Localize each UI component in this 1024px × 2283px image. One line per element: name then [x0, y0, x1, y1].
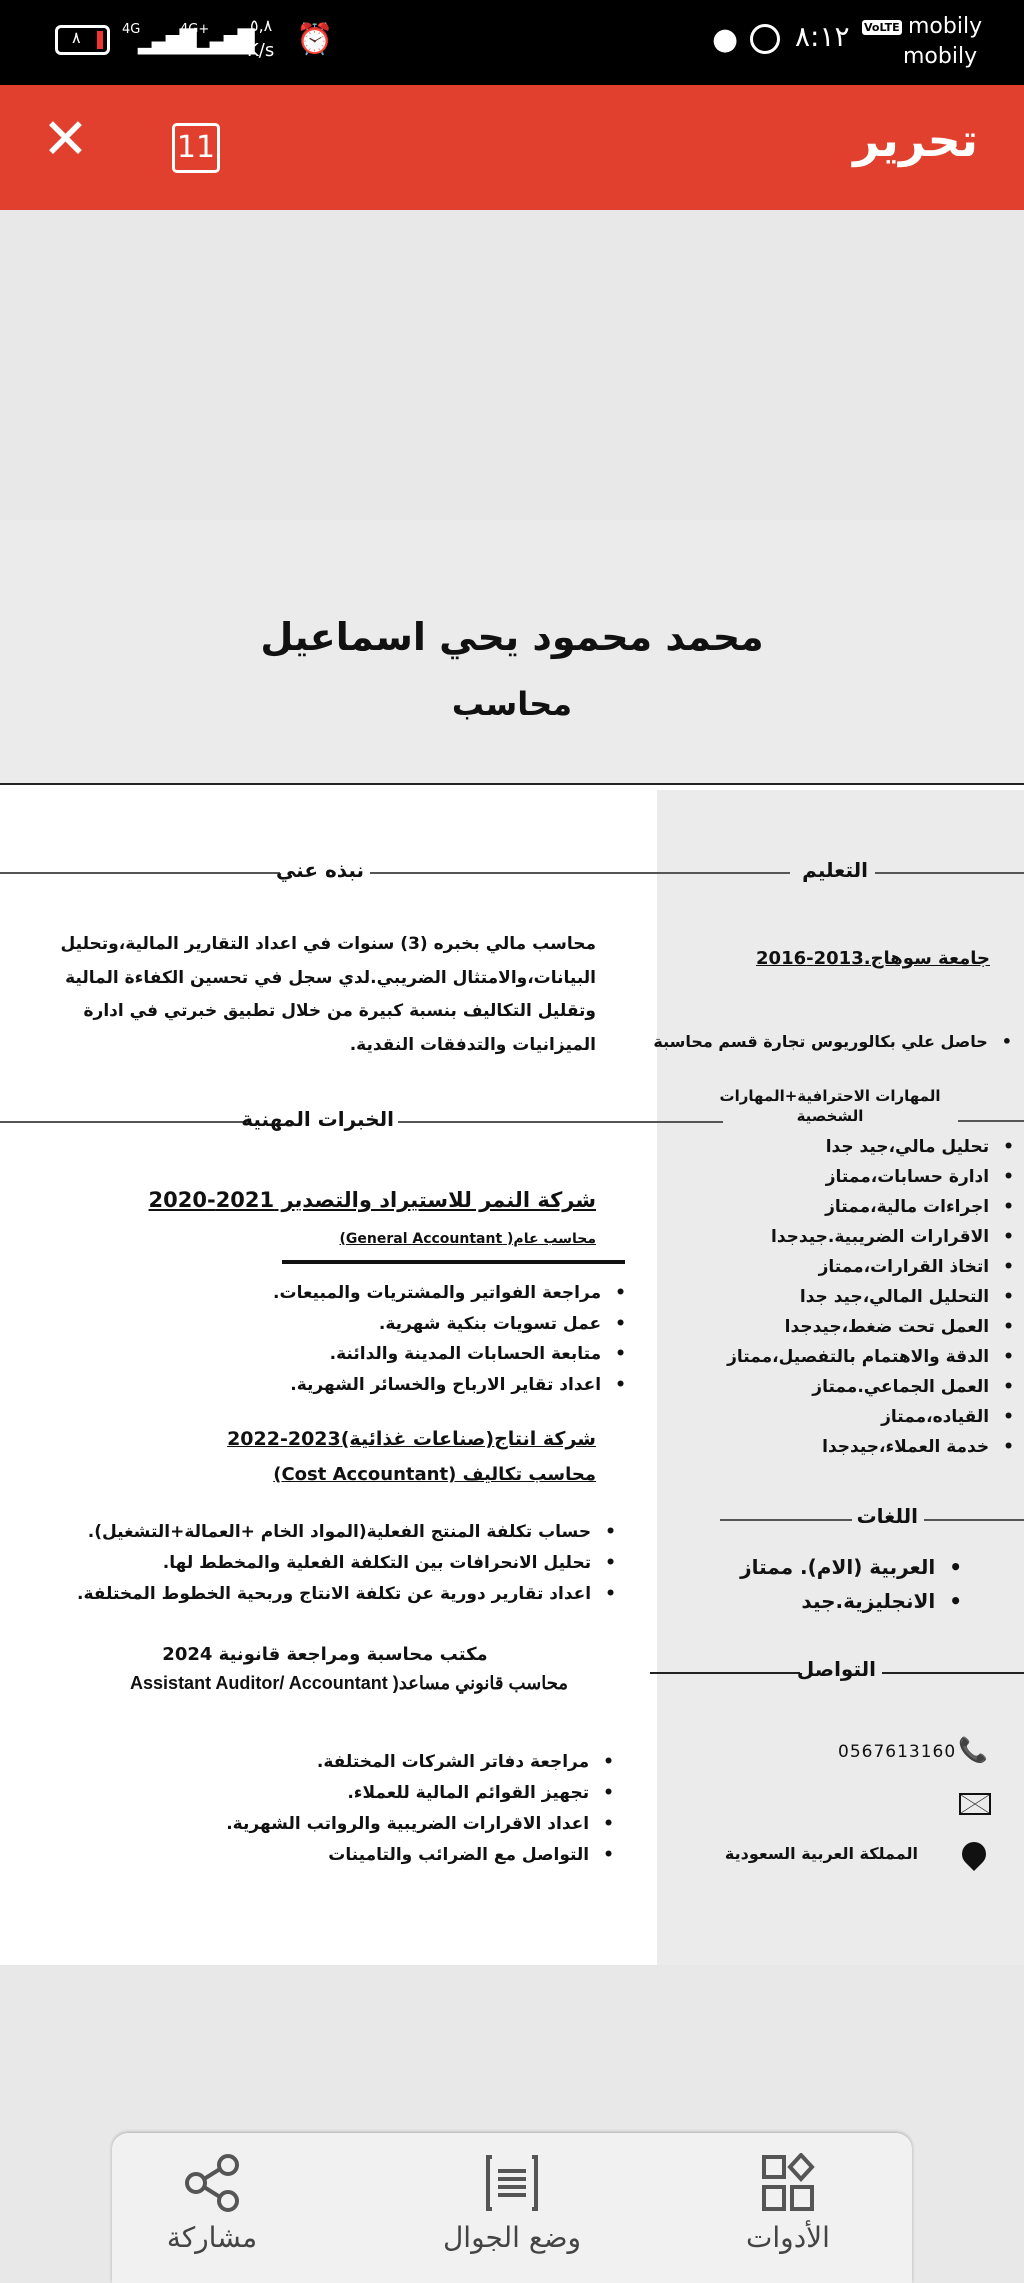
job-tasks: [77, 1517, 616, 1610]
clock: ٨:١٢: [795, 20, 850, 53]
divider: [0, 872, 280, 874]
job-company: شركة النمر للاستيراد والتصدير 2021-2020: [148, 1188, 596, 1212]
skills-heading-line: المهارات الاحترافية+المهارات: [719, 1087, 941, 1105]
skill-item: • تحليل مالي،جيد جدا: [727, 1132, 1014, 1162]
phone-icon: 📞: [958, 1736, 988, 1764]
job-company: مكتب محاسبة ومراجعة قانونية 2024: [162, 1644, 488, 1665]
divider: [875, 872, 1024, 874]
experience-heading: الخبرات المهنية: [241, 1107, 394, 1131]
page-count-button[interactable]: [172, 123, 220, 173]
task-item: • التواصل مع الضرائب والتامينات: [226, 1840, 614, 1871]
skill-item: • اتخاذ القرارات،ممتاز: [727, 1252, 1014, 1282]
close-button[interactable]: ✕: [42, 107, 89, 172]
skill-item: • القياده،ممتاز: [727, 1402, 1014, 1432]
task-item: • مراجعة دفاتر الشركات المختلفة.: [226, 1747, 614, 1778]
carrier-2: mobily: [903, 44, 978, 69]
volte-badge: VoLTE: [864, 21, 900, 34]
divider: [720, 1519, 852, 1521]
skill-item: • اجراءات مالية،ممتاز: [727, 1192, 1014, 1222]
skills-heading: [710, 1086, 950, 1126]
divider: [282, 1260, 625, 1264]
whatsapp-icon: [750, 24, 780, 54]
task-item: • تجهيز القوائم المالية للعملاء.: [226, 1778, 614, 1809]
education-heading: التعليم: [802, 858, 868, 882]
language-item: • الانجليزية.جيد: [740, 1584, 962, 1618]
resume-page[interactable]: [0, 520, 1024, 1965]
about-line: محاسب مالي بخبره (3) سنوات في اعداد التقارير المالية،وتحليل: [60, 934, 596, 954]
job-role: محاسب عام( General Accountant): [339, 1231, 596, 1247]
speed-value: ٥,٨: [250, 16, 273, 35]
network-4g: 4G: [122, 22, 141, 37]
contact-location: المملكة العربية السعودية: [724, 1844, 918, 1863]
language-item: • العربية (الام). ممتاز: [740, 1550, 962, 1584]
message-icon: ●: [712, 22, 739, 57]
app-bar: [0, 85, 1024, 210]
languages-heading: اللغات: [856, 1504, 918, 1528]
network-4g-plus: 4G+: [180, 22, 210, 37]
about-line: البيانات،والامتثال الضريبي.لدي سجل في تحسين الكفاءة المالية: [65, 967, 596, 988]
skills-list: [727, 1132, 1014, 1462]
about-line: وتقليل التكاليف بنسبة كبيرة من خلال تطبيق خبرتي في ادارة: [83, 1001, 596, 1021]
about-heading: نبذه عني: [275, 858, 364, 882]
carrier-1: mobily: [908, 14, 983, 39]
contact-heading: التواصل: [796, 1657, 876, 1681]
app-title: تحرير: [853, 113, 978, 167]
skills-heading-line: الشخصية: [796, 1107, 864, 1125]
divider: [882, 1672, 1024, 1674]
battery-level: ٨: [72, 28, 81, 47]
divider: [398, 1121, 723, 1123]
signal-icon: ▂▄▆█: [138, 30, 194, 55]
divider: [650, 1672, 800, 1674]
resume-header: [0, 520, 1024, 785]
divider: [924, 1519, 1024, 1521]
divider: [958, 1120, 1024, 1122]
battery-icon: [55, 25, 110, 55]
skill-item: • الاقرارات الضريبية.جيدجدا: [727, 1222, 1014, 1252]
resume-name: محمد محمود يحي اسماعيل: [260, 615, 764, 659]
divider: [0, 1121, 250, 1123]
divider: [370, 872, 790, 874]
share-label: مشاركة: [166, 2221, 258, 2254]
email-icon: [959, 1793, 991, 1815]
task-item: • تحليل الانحرافات بين التكلفة الفعلية والمخطط لها.: [77, 1548, 616, 1579]
task-item: • اعداد تقاير الارباح والخسائر الشهرية.: [273, 1370, 626, 1401]
tools-icon: [760, 2153, 816, 2213]
job-tasks: [273, 1278, 626, 1400]
task-item: • مراجعة الفواتير والمشتريات والمبيعات.: [273, 1278, 626, 1309]
job-role: محاسب تكاليف (Cost Accountant): [273, 1464, 596, 1485]
signal-icon-2: ▂▄▆█: [196, 30, 252, 55]
education-university: جامعة سوهاج.2013-2016: [756, 948, 990, 969]
contact-phone: 0567613160: [838, 1742, 957, 1762]
job-tasks: [226, 1747, 614, 1871]
task-item: • حساب تكلفة المنتج الفعلية(المواد الخام +العمالة+التشغيل).: [77, 1517, 616, 1548]
speed-unit: K/s: [247, 40, 275, 61]
task-item: • متابعة الحسابات المدينة والدائنة.: [273, 1339, 626, 1370]
task-item: • اعداد تقارير دورية عن تكلفة الانتاج وربحية الخطوط المختلفة.: [77, 1579, 616, 1610]
tools-label: الأدوات: [746, 2221, 830, 2254]
skill-item: • العمل الجماعي.ممتاز: [727, 1372, 1014, 1402]
languages-list: [740, 1550, 962, 1618]
mobile-view-label: وضع الجوال: [442, 2221, 582, 2254]
alarm-icon: ⏰: [296, 22, 334, 57]
share-button[interactable]: [112, 2133, 312, 2275]
job-company: شركة انتاج(صناعات غذائية)2023-2022: [227, 1428, 596, 1450]
skill-item: • ادارة حسابات،ممتاز: [727, 1162, 1014, 1192]
about-line: الميزانيات والتدفقات النقدية.: [349, 1034, 596, 1055]
about-text: [60, 928, 596, 1062]
education-degree: • حاصل علي بكالوريوس تجارة قسم محاسبة: [653, 1032, 1012, 1051]
status-bar: [0, 0, 1024, 85]
job-role: محاسب قانوني مساعد( Assistant Auditor/ Accountant: [130, 1673, 568, 1693]
skill-item: • العمل تحت ضغط،جيدجدا: [727, 1312, 1014, 1342]
resume-job-title: محاسب: [451, 685, 573, 723]
mobile-view-button[interactable]: [412, 2133, 612, 2275]
skill-item: • خدمة العملاء،جيدجدا: [727, 1432, 1014, 1462]
share-icon: [184, 2153, 240, 2213]
bottom-toolbar: [112, 2133, 912, 2283]
mobile-view-icon: [484, 2153, 540, 2213]
skill-item: • الدقة والاهتمام بالتفصيل،ممتاز: [727, 1342, 1014, 1372]
task-item: • اعداد الاقرارات الضريبية والرواتب الشهرية.: [226, 1809, 614, 1840]
tools-button[interactable]: [688, 2133, 888, 2275]
skill-item: • التحليل المالي،جيد جدا: [727, 1282, 1014, 1312]
page-count: 11: [176, 130, 216, 165]
task-item: • عمل تسويات بنكية شهرية.: [273, 1309, 626, 1340]
